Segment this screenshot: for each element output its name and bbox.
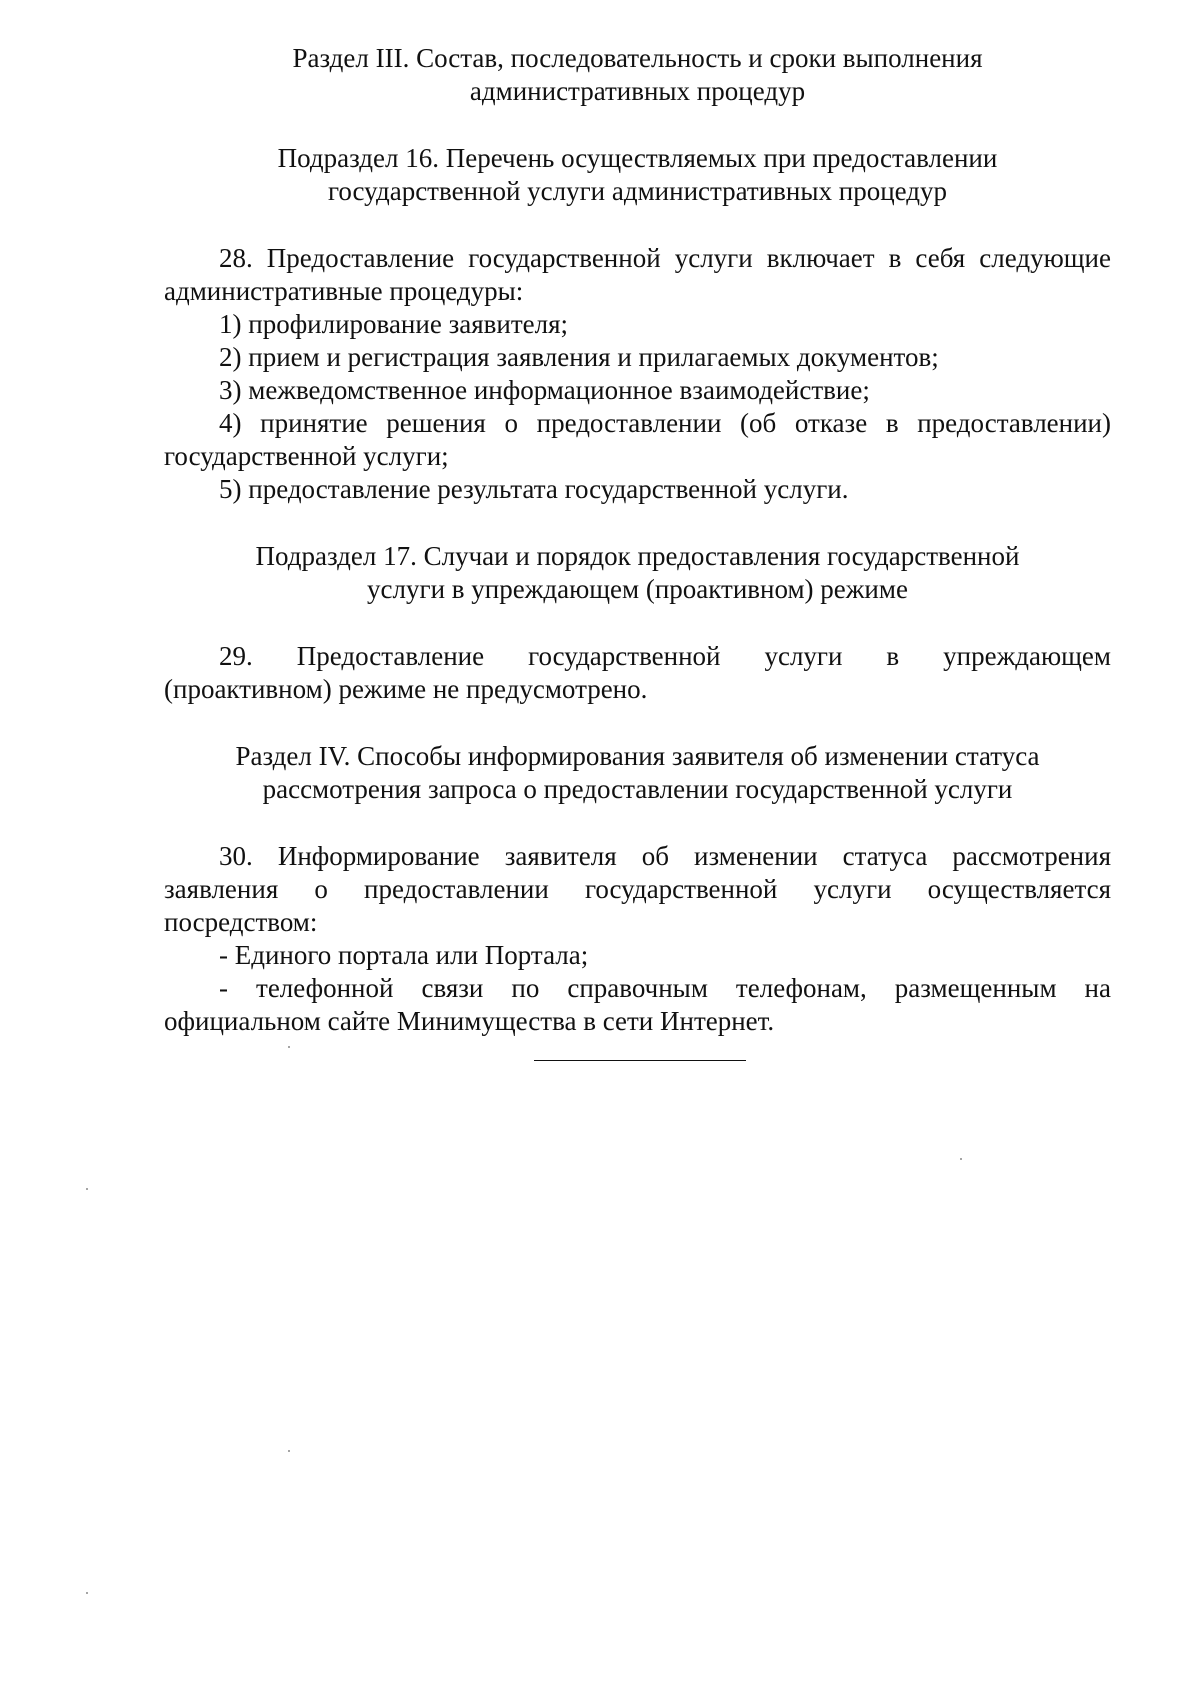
scan-speck: [288, 1450, 290, 1452]
clause-28-item-3: 3) межведомственное информационное взаимодействие;: [219, 375, 870, 405]
subsection-17-title-line-1: Подраздел 17. Случаи и порядок предоставления государственной: [255, 541, 1020, 571]
clause-28-intro-line-1: 28. Предоставление государственной услуги включает в себя следующие: [219, 243, 1111, 273]
subsection-17-title-line-2: услуги в упреждающем (проактивном) режиме: [367, 574, 908, 604]
clause-30-bullet-2-line-1: - телефонной связи по справочным телефонам, размещенным на: [219, 973, 1111, 1003]
subsection-16-heading: [164, 142, 1111, 208]
clause-30-bullet-1: - Единого портала или Портала;: [219, 940, 589, 970]
clause-28-item-5: 5) предоставление результата государственной услуги.: [219, 474, 849, 504]
subsection-17-heading: [164, 540, 1111, 606]
clause-28: [164, 242, 1111, 506]
clause-28-item-1: 1) профилирование заявителя;: [219, 309, 569, 339]
section-3-heading: [164, 42, 1111, 108]
scan-speck: [86, 1188, 88, 1190]
section-3-title-line-2: административных процедур: [469, 76, 806, 106]
clause-29: [164, 640, 1111, 706]
section-4-title-line-2: рассмотрения запроса о предоставлении государственной услуги: [262, 774, 1013, 804]
clause-30-line-2: заявления о предоставлении государственной услуги осуществляется: [164, 874, 1111, 904]
subsection-16-title-line-1: Подраздел 16. Перечень осуществляемых при предоставлении: [277, 143, 998, 173]
clause-29-line-2: (проактивном) режиме не предусмотрено.: [164, 674, 648, 704]
clause-30-line-3: посредством:: [164, 907, 318, 937]
scan-speck: [86, 1592, 88, 1594]
section-3-title-line-1: Раздел III. Состав, последовательность и сроки выполнения: [292, 43, 983, 73]
document-body: [164, 42, 1111, 1038]
clause-28-item-4-line-2: государственной услуги;: [164, 441, 449, 471]
clause-28-item-2: 2) прием и регистрация заявления и прилагаемых документов;: [219, 342, 939, 372]
subsection-16-title-line-2: государственной услуги административных процедур: [327, 176, 948, 206]
clause-30: [164, 840, 1111, 1038]
closing-rule-divider: [534, 1060, 746, 1061]
section-4-title-line-1: Раздел IV. Способы информирования заявителя об изменении статуса: [235, 741, 1040, 771]
clause-28-intro-line-2: административные процедуры:: [164, 276, 524, 306]
scan-speck: [960, 1158, 962, 1160]
clause-30-bullet-2-line-2: официальном сайте Минимущества в сети Интернет.: [164, 1006, 775, 1036]
clause-30-line-1: 30. Информирование заявителя об изменении статуса рассмотрения: [219, 841, 1111, 871]
clause-28-item-4-line-1: 4) принятие решения о предоставлении (об отказе в предоставлении): [219, 408, 1111, 438]
clause-29-line-1: 29. Предоставление государственной услуги в упреждающем: [219, 641, 1111, 671]
section-4-heading: [164, 740, 1111, 806]
scan-speck: [288, 1046, 290, 1048]
